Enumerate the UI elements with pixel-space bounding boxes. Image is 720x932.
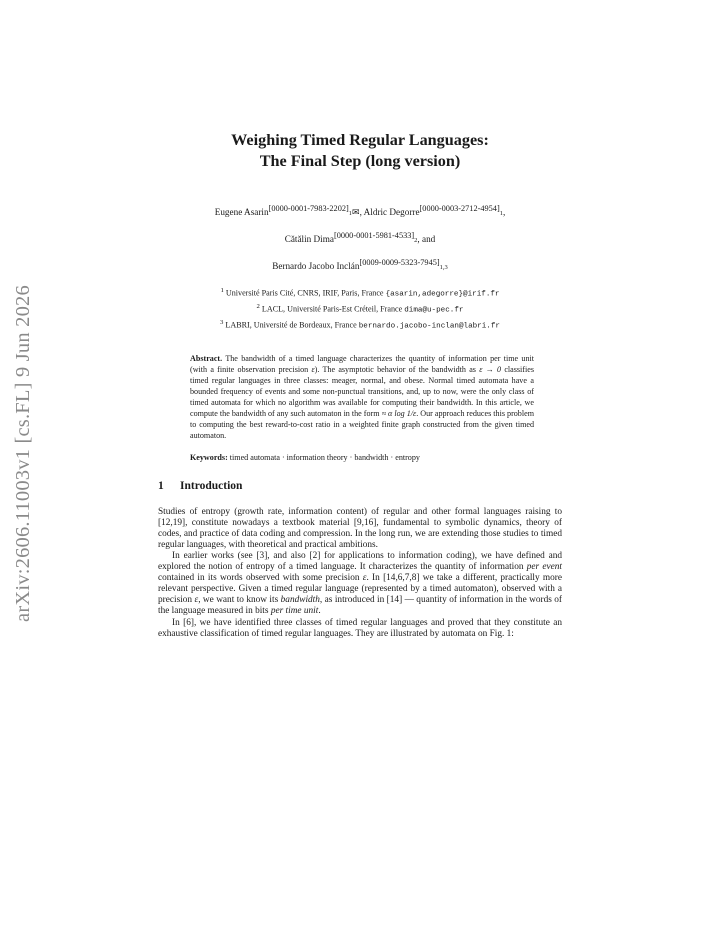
author-affil-index: 2 [414, 237, 418, 244]
section-number: 1 [158, 479, 164, 492]
abstract: Abstract. The bandwidth of a timed language characterizes the quantity of information per time unit (with a finite observation precision ε). The asymptotic behavior of the bandwidth as ε → 0 classifies timed regular languages in three classes: meager, normal, and obese. Normal timed automata have a bounded frequency of events and some non-punctual transitions, and, up to now, were the only class of timed automata for which no algorithm was available for computing their bandwidth. In this article, we compute the bandwidth of any such automaton in the form ≈ α log 1/ε. Our approach reduces this problem to computing the best reward-to-cost ratio in a weighted finite graph constructed from the given timed automaton. [190, 353, 534, 440]
paper-title [158, 130, 562, 172]
abstract-label: Abstract. [190, 353, 223, 363]
paragraph-2: In earlier works (see [3], and also [2] for applications to information coding), we have defined and explored the notion of entropy of a timed language. It characterizes the quantity of information per event contained in its words observed with some precision ε. In [14,6,7,8] we take a different, practically more relevant perspective. Given a timed regular language (represented by a timed automaton), observed with a precision ε, we want to know its bandwidth, as introduced in [14] — quantity of information in the words of the language measured in bits per time unit. [158, 550, 563, 617]
author-name: Cătălin Dima [284, 234, 334, 244]
author-affil-index: 1,3 [439, 264, 448, 271]
keywords-text: timed automata · information theory · bandwidth · entropy [229, 452, 420, 462]
author-line-3 [158, 252, 562, 279]
author-orcid[interactable]: [0000-0001-5981-4533] [333, 231, 415, 240]
affiliation-list [158, 285, 562, 334]
author-orcid[interactable]: [0009-0009-5323-7945] [359, 258, 440, 267]
paragraph-1: Studies of entropy (growth rate, information content) of regular and other formal languages raising to [12,19], constitute nowadays a textbook material [9,16], fundamental to symbolic dynamics, theory of codes, and practice of data coding and compression. In the long run, we are extending those studies to timed regular languages, with theoretical and practical ambitions. [158, 506, 562, 550]
paper-page [158, 130, 562, 640]
title-line-2: The Final Step (long version) [259, 152, 461, 170]
arxiv-identifier: arXiv:2606.11003v1 [cs.FL] 9 Jun 2026 [11, 284, 34, 622]
affiliation-email[interactable]: bernardo.jacobo-inclan@labri.fr [358, 323, 500, 332]
title-line-1: Weighing Timed Regular Languages: [231, 131, 489, 149]
paragraph-3: In [6], we have identified three classes of timed regular languages and proved that they constitute an exhaustive classification of timed regular languages. They are illustrated by automata on Fig. 1: [158, 617, 562, 639]
author-line-1: Eugene Asarin[0000-0001-7983-2202]1✉, Aldric Degorre[0000-0003-2712-4954]1, [214, 204, 506, 217]
author-name: Eugene Asarin [214, 207, 269, 217]
keywords-label: Keywords: [190, 452, 228, 462]
author-affil-index: 1 [348, 210, 353, 217]
keywords [190, 452, 534, 463]
author-line-2: Cătălin Dima[0000-0001-5981-4533]2, and [284, 231, 436, 244]
section-title: Introduction [180, 479, 243, 492]
author-orcid[interactable]: [0000-0003-2712-4954] [419, 204, 500, 213]
author-name: Aldric Degorre [363, 207, 420, 217]
section-heading [158, 479, 562, 493]
affiliation-email[interactable]: {asarin,adegorre}@irif.fr [385, 290, 500, 299]
arxiv-side-stamp [6, 263, 40, 643]
affiliation-3: $^3$ LABRI, Université de Bordeaux, France bernardo.jacobo-inclan@labri.fr [220, 319, 500, 332]
mail-icon[interactable]: ✉ [352, 207, 360, 217]
author-orcid[interactable]: [0000-0001-7983-2202] [268, 204, 349, 213]
author-name: Bernardo Jacobo Inclán [272, 261, 360, 271]
author-list [158, 198, 562, 279]
and-word: and [422, 234, 436, 244]
author-affil-index: 1 [499, 210, 503, 217]
affiliation-email[interactable]: dima@u-pec.fr [404, 306, 464, 315]
affiliation-1: $^1$ Université Paris Cité, CNRS, IRIF, Paris, France {asarin,adegorre}@irif.fr [220, 287, 500, 299]
body-text [158, 507, 562, 640]
affiliation-2: $^2$ LACL, Université Paris-Est Créteil, France dima@u-pec.fr [256, 303, 464, 315]
